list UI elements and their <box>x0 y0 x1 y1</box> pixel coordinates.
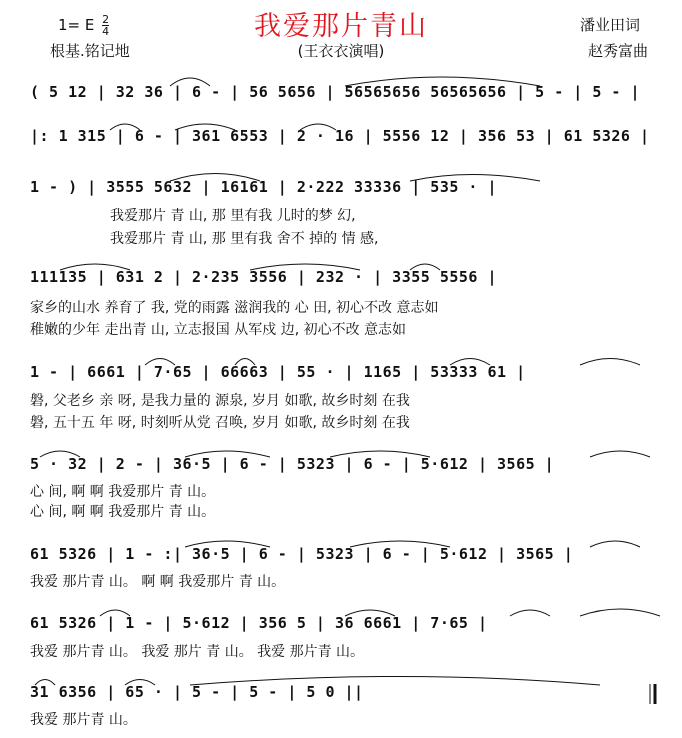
lyric-row-1a: 我爱那片 青 山, 那 里有我 儿时的梦 幻, <box>110 208 356 224</box>
lyric-row-1b: 我爱那片 青 山, 那 里有我 舍不 掉的 情 感, <box>110 231 379 247</box>
music-row-9: 31 6356 | 65 · | 5 - | 5 - | 5 0 || <box>30 683 364 701</box>
singer-credit: (王衣衣演唱) <box>297 42 385 60</box>
lyric-row-4a: 心 间, 啊 啊 我爱那片 青 山。 <box>30 484 216 500</box>
lyric-row-2a: 家乡的山水 养育了 我, 党的雨露 滋润我的 心 田, 初心不改 意志如 <box>30 300 439 316</box>
lyricist-credit: 潘业田词 <box>580 16 641 34</box>
lyric-row-6: 我爱 那片青 山。 我爱 那片 青 山。 我爱 那片青 山。 <box>30 644 365 660</box>
credit-left: 根基.铭记地 <box>50 42 130 60</box>
lyric-row-3b: 磐, 五十五 年 呀, 时刻听从党 召唤, 岁月 如歌, 故乡时刻 在我 <box>30 415 410 431</box>
composer-credit: 赵秀富曲 <box>588 42 649 60</box>
lyric-row-5: 我爱 那片青 山。 啊 啊 我爱那片 青 山。 <box>30 574 286 590</box>
music-row-3: 1 - ) | 3555 5632 | 16161 | 2·222 33336 | 535 · | <box>30 178 498 196</box>
music-row-8: 61 5326 | 1 - | 5·612 | 356 5 | 36 6661 | 7·65 | <box>30 614 488 632</box>
music-row-4: 111135 | 631 2 | 2·235 3556 | 232 · | 3355 5556 | <box>30 268 498 286</box>
lyric-row-3a: 磐, 父老乡 亲 呀, 是我力量的 源泉, 岁月 如歌, 故乡时刻 在我 <box>30 393 410 409</box>
page-title: 我爱那片青山 <box>254 11 428 42</box>
time-numerator: 2 <box>102 13 110 26</box>
music-row-5: 1 - | 6661 | 7·65 | 66663 | 55 · | 1165 | 53333 61 | <box>30 363 526 381</box>
lyric-row-2b: 稚嫩的少年 走出青 山, 立志报国 从军戍 边, 初心不改 意志如 <box>30 322 407 338</box>
lyric-row-7: 我爱 那片青 山。 <box>30 712 137 728</box>
key-label: 1= E <box>58 16 95 34</box>
time-signature <box>102 14 109 37</box>
music-row-7: 61 5326 | 1 - :| 36·5 | 6 - | 5323 | 6 - | 5·612 | 3565 | <box>30 545 574 563</box>
lyric-row-4b: 心 间, 啊 啊 我爱那片 青 山。 <box>30 504 216 520</box>
time-denominator: 4 <box>102 25 110 38</box>
music-row-6: 5 · 32 | 2 - | 36·5 | 6 - | 5323 | 6 - | 5·612 | 3565 | <box>30 455 555 473</box>
music-row-1: ( 5 12 | 32 36 | 6 - | 56 5656 | 56565656 56565656 | 5 - | 5 - | <box>30 83 640 101</box>
key-signature <box>58 14 109 37</box>
music-row-2: |: 1 315 | 6 - | 361 6553 | 2 · 16 | 5556 12 | 356 53 | 61 5326 | <box>30 127 650 145</box>
